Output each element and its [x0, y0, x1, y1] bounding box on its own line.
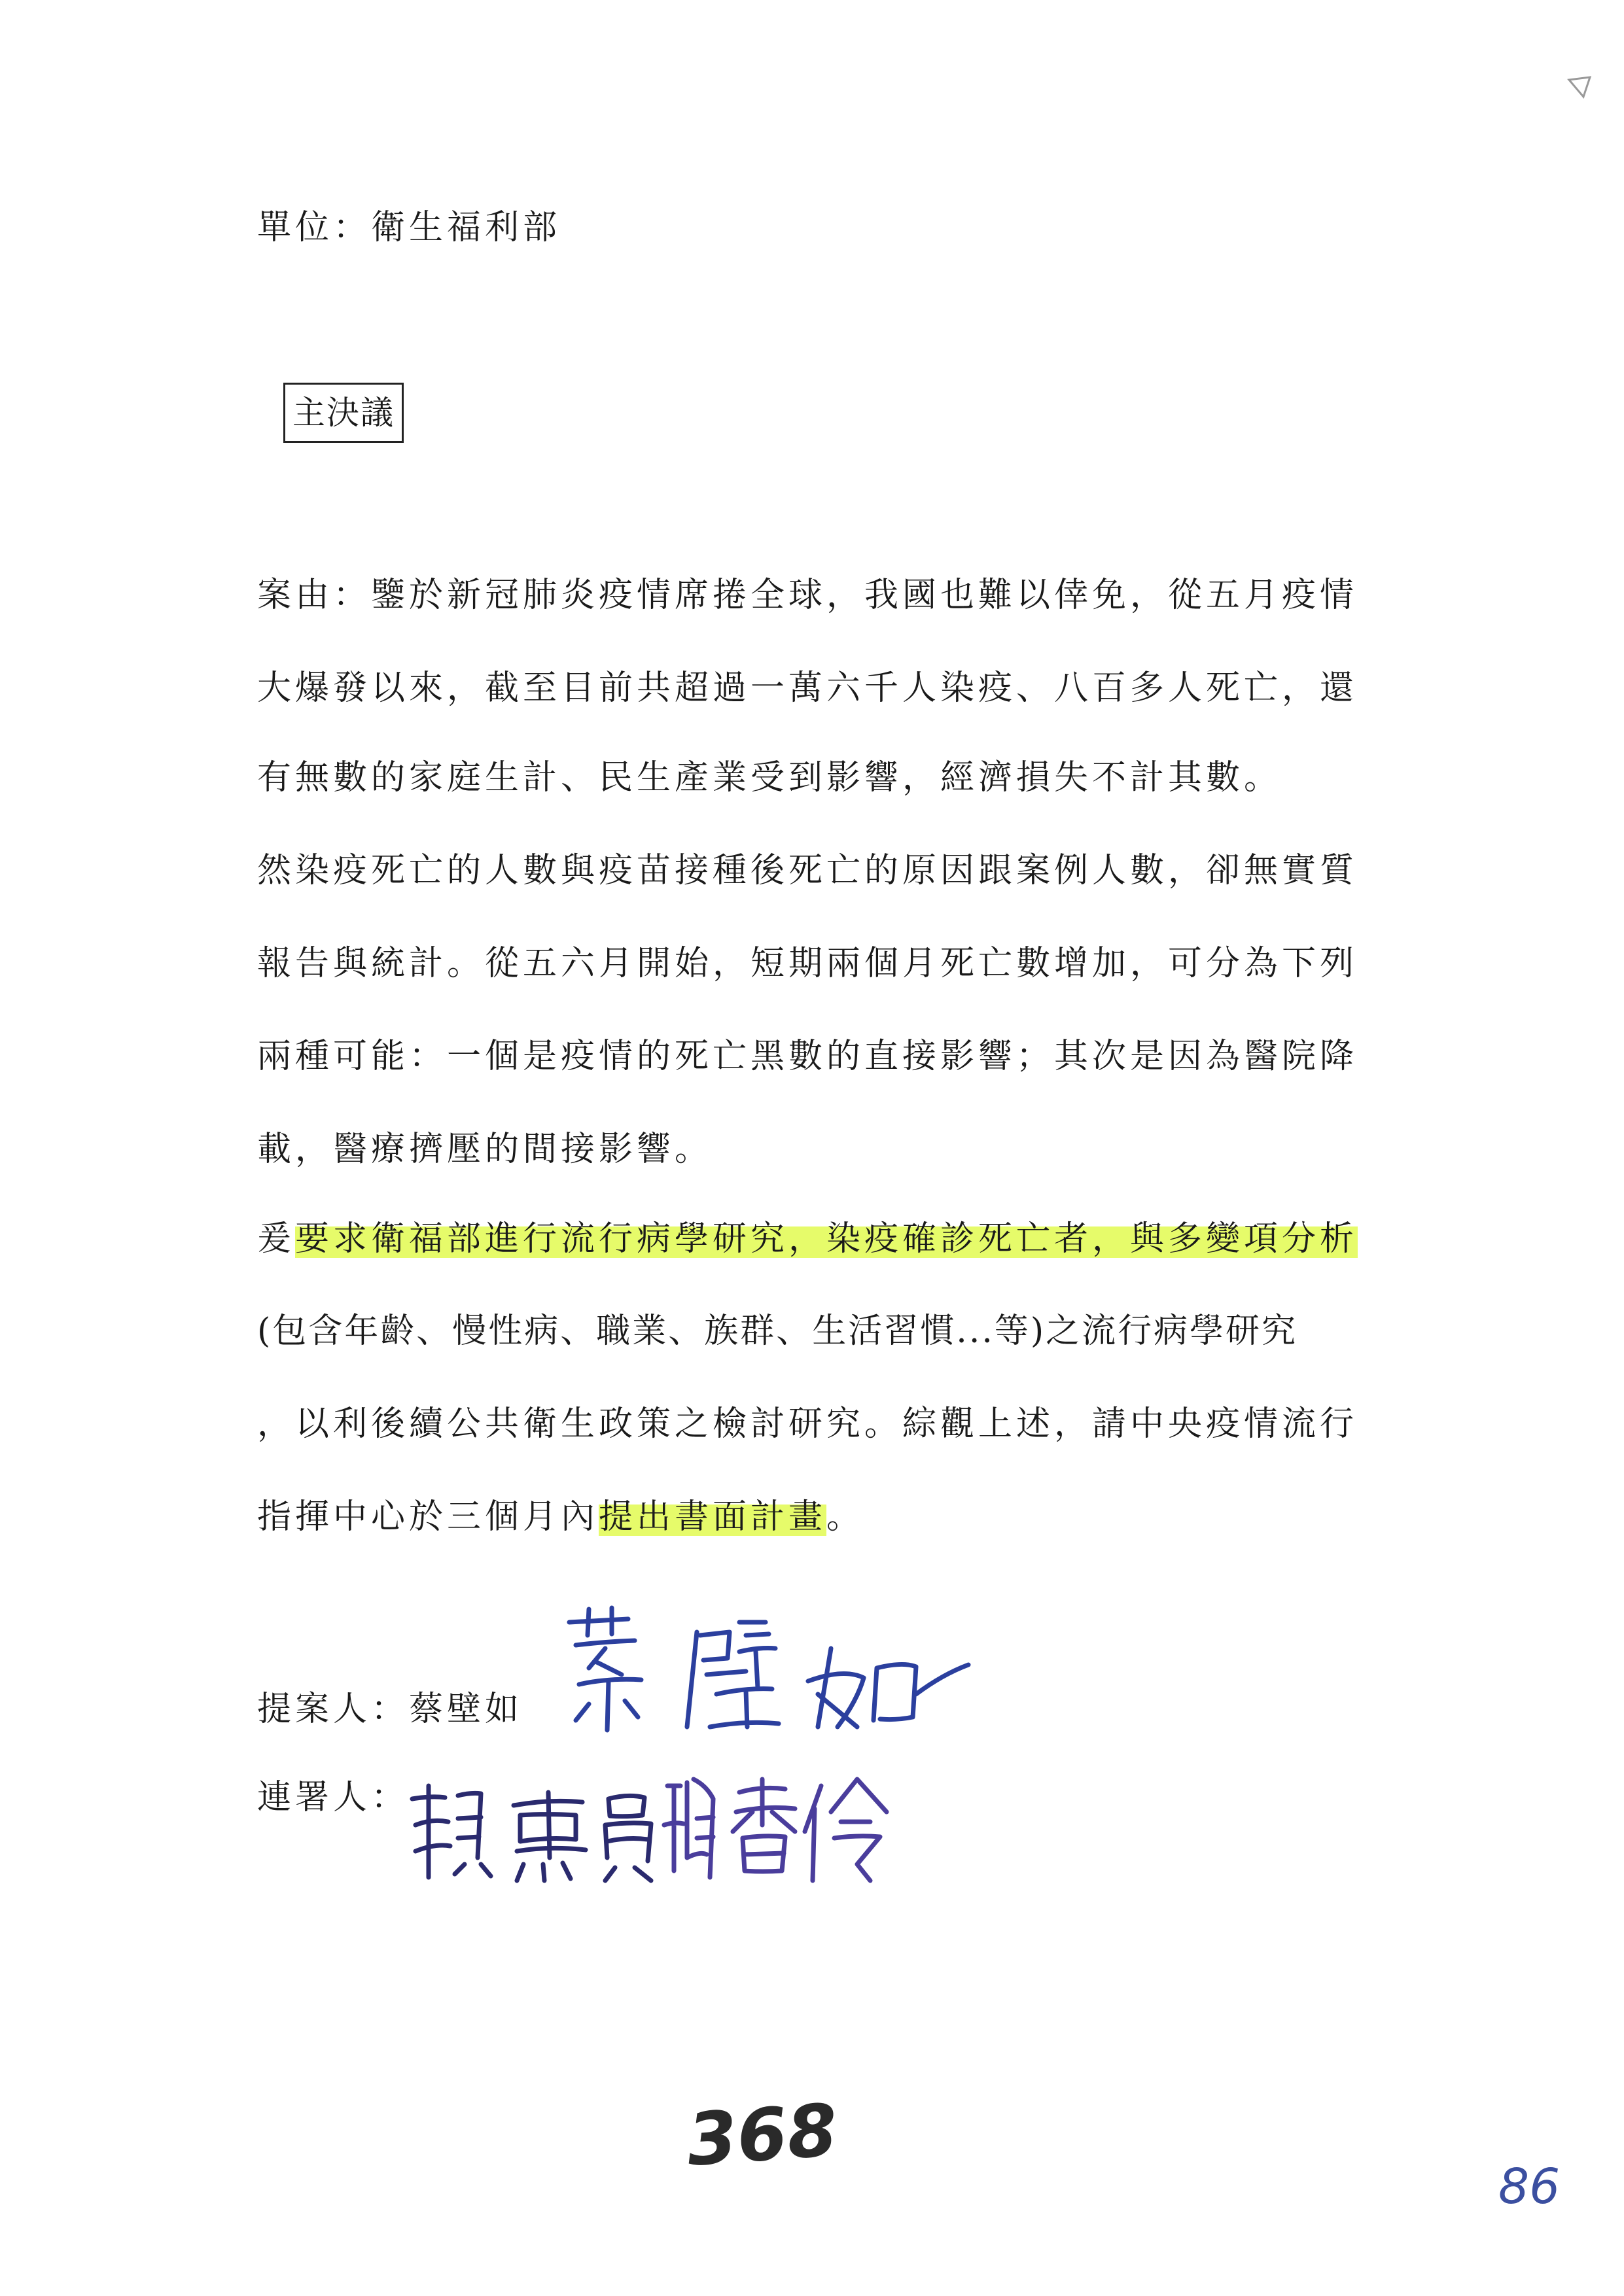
proposer-signature	[550, 1596, 981, 1753]
proposer-label: 提案人：蔡壁如	[257, 1690, 523, 1729]
body-line: 載，醫療擠壓的間接影響。	[257, 1130, 713, 1169]
body-line: ，以利後續公共衛生政策之檢討研究。綜觀上述，請中央疫情流行	[257, 1404, 1358, 1444]
body-line: 然染疫死亡的人數與疫苗接種後死亡的原因跟案例人數，卻無實質	[257, 851, 1358, 890]
handwritten-corner-number: 86	[1498, 2159, 1561, 2215]
body-line-highlighted: 爰 要求衛福部進行流行病學研究，染疫確診死亡者，與多變項分析	[257, 1219, 1358, 1259]
highlighted-text: 要求衛福部進行流行病學研究，染疫確診死亡者，與多變項分析	[295, 1219, 1358, 1259]
body-line: 兩種可能：一個是疫情的死亡黑數的直接影響；其次是因為醫院降	[257, 1037, 1358, 1076]
body-line: 有無數的家庭生計、民生產業受到影響，經濟損失不計其數。	[257, 758, 1282, 797]
unit-line: 單位：衛生福利部	[257, 208, 561, 247]
handwritten-page-number: 368	[684, 2088, 840, 2182]
body-line: 案由：鑒於新冠肺炎疫情席捲全球，我國也難以倖免，從五月疫情	[257, 576, 1358, 615]
highlighted-text: 提出書面計畫	[599, 1497, 827, 1537]
body-line: (包含年齡、慢性病、職業、族群、生活習慣...等)之流行病學研究	[257, 1312, 1298, 1351]
resolution-type-box: 主決議	[283, 383, 404, 443]
cosigner-signature-1	[399, 1760, 890, 1890]
body-line-highlighted: 指揮中心於三個月內 提出書面計畫 。	[257, 1497, 865, 1537]
body-line: 大爆發以來，截至目前共超過一萬六千人染疫、八百多人死亡，還	[257, 669, 1358, 708]
body-line: 報告與統計。從五六月開始，短期兩個月死亡數增加，可分為下列	[257, 944, 1358, 983]
cosigner-label: 連署人：	[257, 1778, 410, 1817]
scan-artifact-icon	[1564, 72, 1597, 105]
